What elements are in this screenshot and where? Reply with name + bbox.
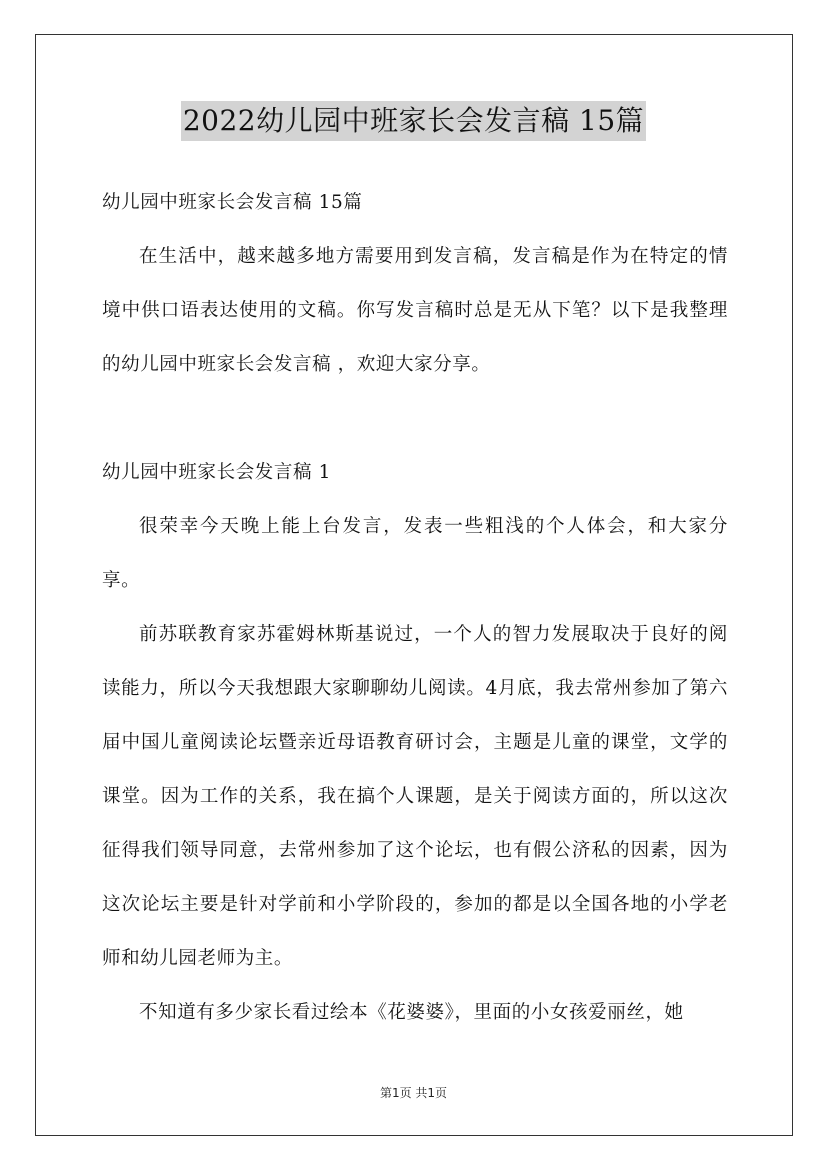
page-footer bbox=[0, 1084, 827, 1101]
page-number: 第1页 共1页 bbox=[379, 1086, 448, 1100]
section-heading: 幼儿园中班家长会发言稿 1 bbox=[102, 462, 331, 483]
intro-paragraph: 在生活中，越来越多地方需要用到发言稿，发言稿是作为在特定的情境中供口语表达使用的文稿。你写发言稿时总是无从下笔？以下是我整理的幼儿园中班家长会发言稿 ，欢迎大家分享。 bbox=[102, 246, 728, 375]
document-subtitle: 幼儿园中班家长会发言稿 15篇 bbox=[102, 192, 363, 213]
document-body bbox=[102, 176, 728, 1040]
body-paragraph: 前苏联教育家苏霍姆林斯基说过，一个人的智力发展取决于良好的阅读能力，所以今天我想跟大家聊聊幼儿阅读。4月底，我去常州参加了第六届中国儿童阅读论坛暨亲近母语教育研讨会，主题是儿童的课堂，文学的课堂。因为工作的关系，我在搞个人课题，是关于阅读方面的，所以这次征得我们领导同意，去常州参加了这个论坛，也有假公济私的因素，因为这次论坛主要是针对学前和小学阶段的，参加的都是以全国各地的小学老师和幼儿园老师为主。 bbox=[102, 624, 728, 969]
body-paragraph: 不知道有多少家长看过绘本《花婆婆》，里面的小女孩爱丽丝，她 bbox=[139, 1002, 684, 1023]
section-spacer bbox=[102, 392, 728, 446]
title-container bbox=[0, 101, 827, 141]
document-title: 2022幼儿园中班家长会发言稿 15篇 bbox=[181, 101, 646, 141]
body-paragraph: 很荣幸今天晚上能上台发言，发表一些粗浅的个人体会，和大家分享。 bbox=[102, 516, 728, 591]
